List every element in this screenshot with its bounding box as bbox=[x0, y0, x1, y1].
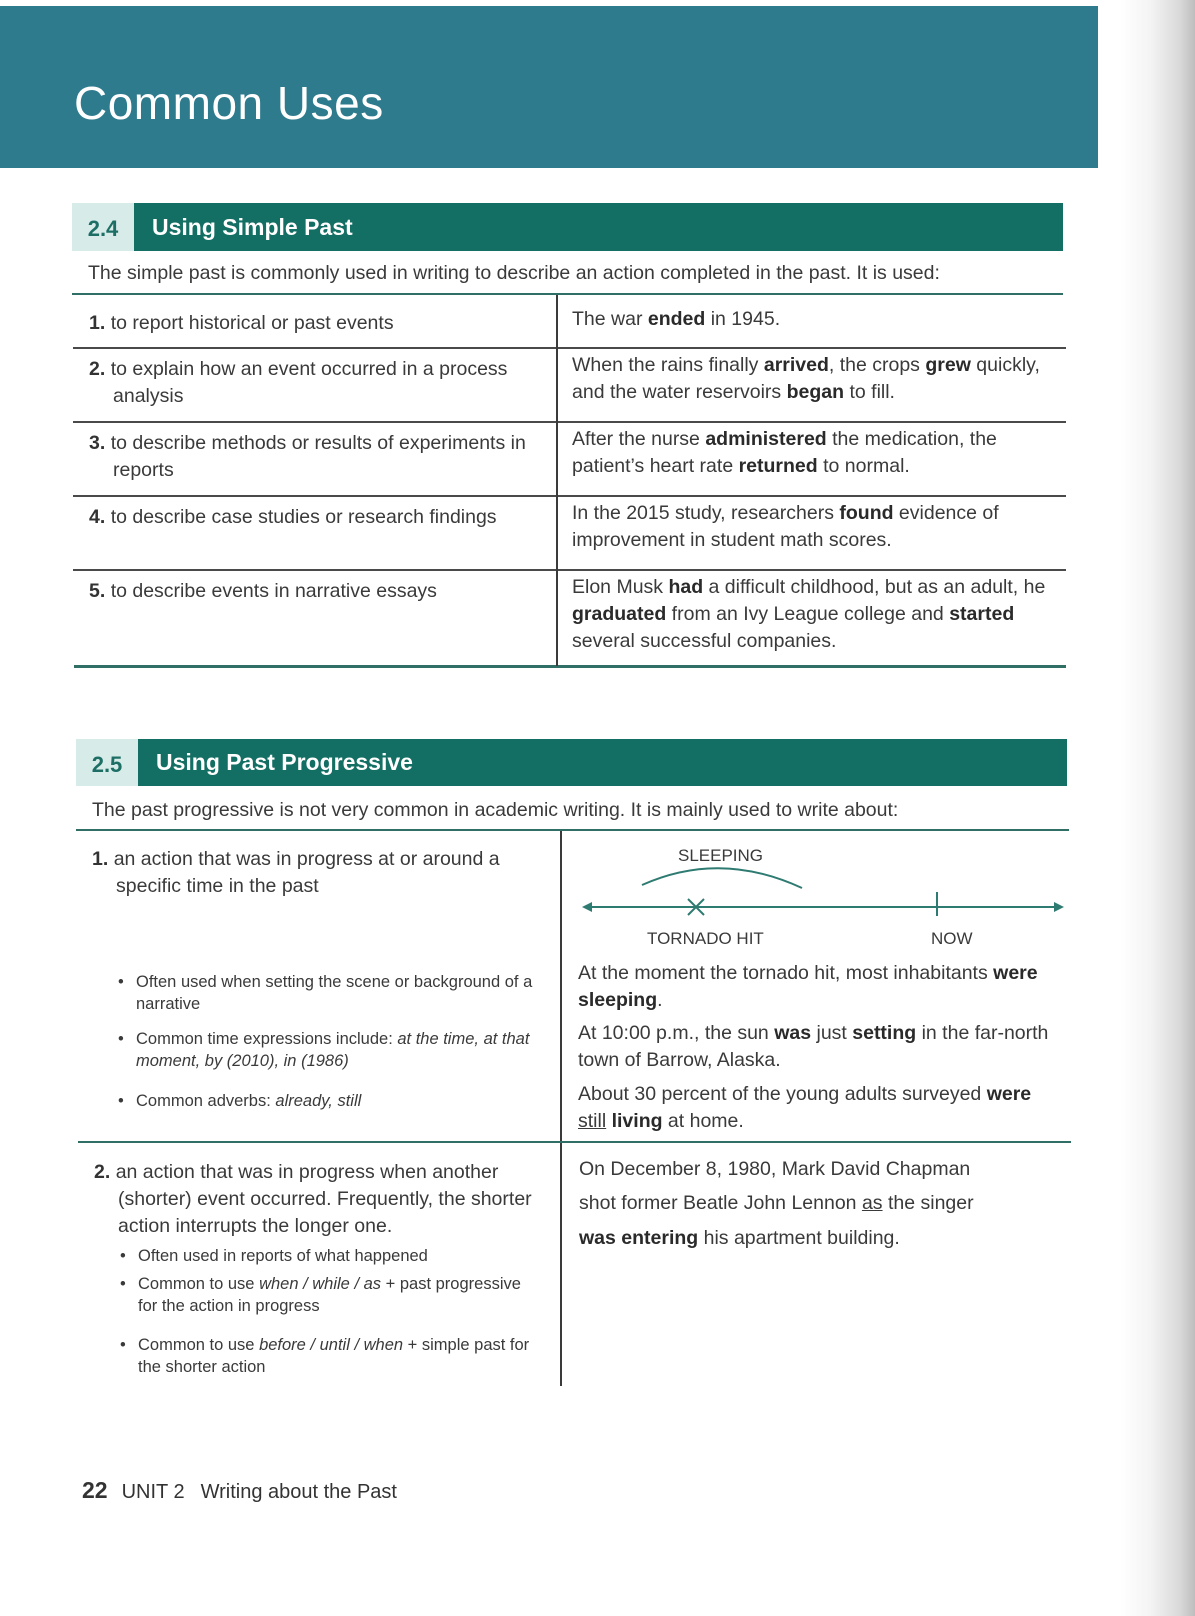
arrow-left-icon bbox=[582, 902, 592, 912]
use-item bbox=[89, 504, 539, 531]
divider bbox=[73, 569, 1066, 571]
example-line bbox=[579, 1190, 1059, 1217]
bullet-item bbox=[120, 1334, 538, 1378]
text-run: several successful companies. bbox=[572, 630, 837, 652]
text-run: quickly, and the water reservoirs bbox=[572, 354, 1040, 403]
example-cell bbox=[572, 306, 1062, 333]
use-item bbox=[89, 578, 539, 605]
bullet-item bbox=[118, 971, 561, 1015]
text-run: The war bbox=[572, 308, 648, 330]
bullet-dot: • bbox=[120, 1336, 126, 1354]
bold-verb: were sleeping bbox=[578, 962, 1038, 1011]
example-line bbox=[579, 1225, 1059, 1252]
text-run: the singer bbox=[882, 1192, 974, 1214]
divider bbox=[76, 829, 1069, 831]
bold-verb: graduated bbox=[572, 603, 667, 625]
divider bbox=[73, 347, 1066, 349]
unit-label: UNIT 2 bbox=[121, 1481, 185, 1503]
bullet-dot: • bbox=[120, 1247, 126, 1265]
text-run: the medication, the patient’s heart rate bbox=[572, 428, 997, 477]
text-run: as bbox=[861, 1192, 883, 1214]
bold-verb: found bbox=[839, 502, 894, 524]
bold-verb: arrived bbox=[763, 354, 829, 376]
now-label: NOW bbox=[931, 929, 973, 948]
item-number: 5. bbox=[89, 580, 106, 602]
item-number: 4. bbox=[89, 506, 106, 528]
timeline-diagram bbox=[580, 840, 1070, 920]
use-text: an action that was in progress when another (shorter) event occurred. Frequently, the shorter action interrupts the longer one. bbox=[115, 1161, 532, 1237]
use-text: to explain how an event occurred in a process analysis bbox=[110, 358, 508, 407]
text-run: a difficult childhood, but as an adult, he bbox=[703, 576, 1046, 598]
example-sentence bbox=[578, 1020, 1058, 1074]
bold-verb: was bbox=[774, 1022, 812, 1044]
example-cell bbox=[572, 426, 1062, 480]
text-run: , the crops bbox=[828, 354, 926, 376]
text-run: in 1945. bbox=[705, 308, 781, 330]
section-title: Using Past Progressive bbox=[138, 739, 1067, 786]
bold-verb: had bbox=[668, 576, 704, 598]
text-run: After the nurse bbox=[572, 428, 706, 450]
section-number: 2.5 bbox=[76, 739, 138, 786]
bullet-item bbox=[120, 1273, 538, 1317]
section-title: Using Simple Past bbox=[134, 203, 1063, 251]
bold-verb: were bbox=[986, 1083, 1032, 1105]
divider bbox=[73, 421, 1066, 423]
text-run: Common to use bbox=[138, 1275, 260, 1293]
text-run: evidence of improvement in student math scores. bbox=[572, 502, 999, 551]
text-run: At 10:00 p.m., the sun bbox=[578, 1022, 775, 1044]
divider bbox=[78, 1141, 1071, 1143]
text-run: Common to use bbox=[138, 1336, 260, 1354]
use-item bbox=[89, 310, 539, 337]
column-divider bbox=[556, 295, 558, 666]
item-number: 2. bbox=[89, 358, 106, 380]
sleeping-arc bbox=[642, 868, 802, 888]
text-run: Elon Musk bbox=[572, 576, 669, 598]
page-footer bbox=[82, 1477, 397, 1504]
use-cell bbox=[89, 430, 539, 484]
bold-verb: living bbox=[611, 1110, 663, 1132]
title-banner bbox=[0, 6, 1098, 168]
bullet-item bbox=[120, 1245, 538, 1267]
bold-verb: was entering bbox=[579, 1227, 699, 1249]
bullet-item bbox=[118, 1028, 561, 1072]
text-run: Often used when setting the scene or background of a narrative bbox=[136, 973, 533, 1013]
divider bbox=[72, 293, 1063, 295]
text-run: to fill. bbox=[844, 381, 895, 403]
use-cell bbox=[89, 356, 539, 410]
text-run: In the 2015 study, researchers bbox=[572, 502, 840, 524]
text-run: When the rains finally bbox=[572, 354, 764, 376]
section-number: 2.4 bbox=[72, 203, 134, 251]
sleeping-label: SLEEPING bbox=[678, 846, 764, 865]
bold-verb: returned bbox=[738, 455, 818, 477]
use-cell bbox=[94, 1159, 544, 1240]
use-cell bbox=[89, 310, 539, 337]
text-run: At the moment the tornado hit, most inhabitants bbox=[578, 962, 994, 984]
text-run: just bbox=[811, 1022, 853, 1044]
bullet-dot: • bbox=[118, 973, 124, 991]
page-edge-shadow bbox=[1120, 0, 1195, 1616]
arrow-right-icon bbox=[1054, 902, 1064, 912]
use-text: to describe methods or results of experiments in reports bbox=[110, 432, 526, 481]
bold-verb: grew bbox=[925, 354, 971, 376]
text-run: already, still bbox=[275, 1092, 362, 1110]
section-intro: The past progressive is not very common in academic writing. It is mainly used to write about: bbox=[92, 799, 899, 821]
section-header-2-4 bbox=[72, 203, 1063, 251]
example-line bbox=[579, 1156, 1059, 1183]
bold-verb: started bbox=[949, 603, 1015, 625]
text-run: still bbox=[578, 1110, 607, 1132]
bold-verb: administered bbox=[705, 428, 827, 450]
text-run: About 30 percent of the young adults surveyed bbox=[578, 1083, 987, 1105]
bullet-item bbox=[118, 1090, 561, 1112]
item-number: 3. bbox=[89, 432, 106, 454]
tornado-hit-label: TORNADO HIT bbox=[647, 929, 764, 948]
text-run: in the far-north town of Barrow, Alaska. bbox=[578, 1022, 1049, 1071]
example-cell bbox=[572, 352, 1062, 406]
text-run: at the time, at that moment, by (2010), in (1986) bbox=[136, 1030, 530, 1070]
item-number: 1. bbox=[92, 848, 109, 870]
bullet-dot: • bbox=[118, 1030, 124, 1048]
example-sentence bbox=[578, 960, 1058, 1014]
example-sentence bbox=[578, 1081, 1058, 1135]
divider bbox=[74, 665, 1066, 668]
text-run: shot former Beatle John Lennon bbox=[579, 1192, 862, 1214]
text-run: On December 8, 1980, Mark David Chapman bbox=[579, 1158, 971, 1180]
use-text: to report historical or past events bbox=[110, 312, 394, 334]
page-number: 22 bbox=[82, 1477, 108, 1503]
text-run: his apartment building. bbox=[698, 1227, 900, 1249]
text-run: . bbox=[657, 989, 663, 1011]
page-title: Common Uses bbox=[74, 77, 384, 129]
bullet-dot: • bbox=[120, 1275, 126, 1293]
use-cell bbox=[89, 578, 539, 605]
text-run: to normal. bbox=[817, 455, 910, 477]
use-cell bbox=[89, 504, 539, 531]
text-run: from an Ivy League college and bbox=[666, 603, 950, 625]
example-cell bbox=[572, 500, 1062, 554]
section-header-2-5 bbox=[76, 739, 1067, 786]
text-run: Common adverbs: bbox=[136, 1092, 276, 1110]
item-number: 2. bbox=[94, 1161, 111, 1183]
use-text: to describe case studies or research findings bbox=[110, 506, 497, 528]
text-run: + past progressive for the action in progress bbox=[138, 1275, 521, 1315]
item-number: 1. bbox=[89, 312, 106, 334]
text-run: at home. bbox=[662, 1110, 744, 1132]
example-cell bbox=[572, 574, 1062, 655]
use-cell bbox=[92, 846, 532, 900]
use-text: an action that was in progress at or around a specific time in the past bbox=[113, 848, 500, 897]
text-run: Often used in reports of what happened bbox=[138, 1247, 428, 1265]
bold-verb: setting bbox=[852, 1022, 917, 1044]
text-run: Common time expressions include: bbox=[136, 1030, 398, 1048]
text-run: + simple past for the shorter action bbox=[138, 1336, 530, 1376]
use-item bbox=[89, 356, 539, 410]
text-run: before / until / when bbox=[259, 1336, 404, 1354]
bullet-dot: • bbox=[118, 1092, 124, 1110]
section-intro: The simple past is commonly used in writing to describe an action completed in the past. It is used: bbox=[88, 262, 940, 284]
unit-title: Writing about the Past bbox=[200, 1481, 397, 1503]
bold-verb: ended bbox=[647, 308, 706, 330]
use-text: to describe events in narrative essays bbox=[110, 580, 437, 602]
bold-verb: began bbox=[786, 381, 845, 403]
divider bbox=[73, 495, 1066, 497]
use-item bbox=[89, 430, 539, 484]
text-run: when / while / as bbox=[259, 1275, 382, 1293]
